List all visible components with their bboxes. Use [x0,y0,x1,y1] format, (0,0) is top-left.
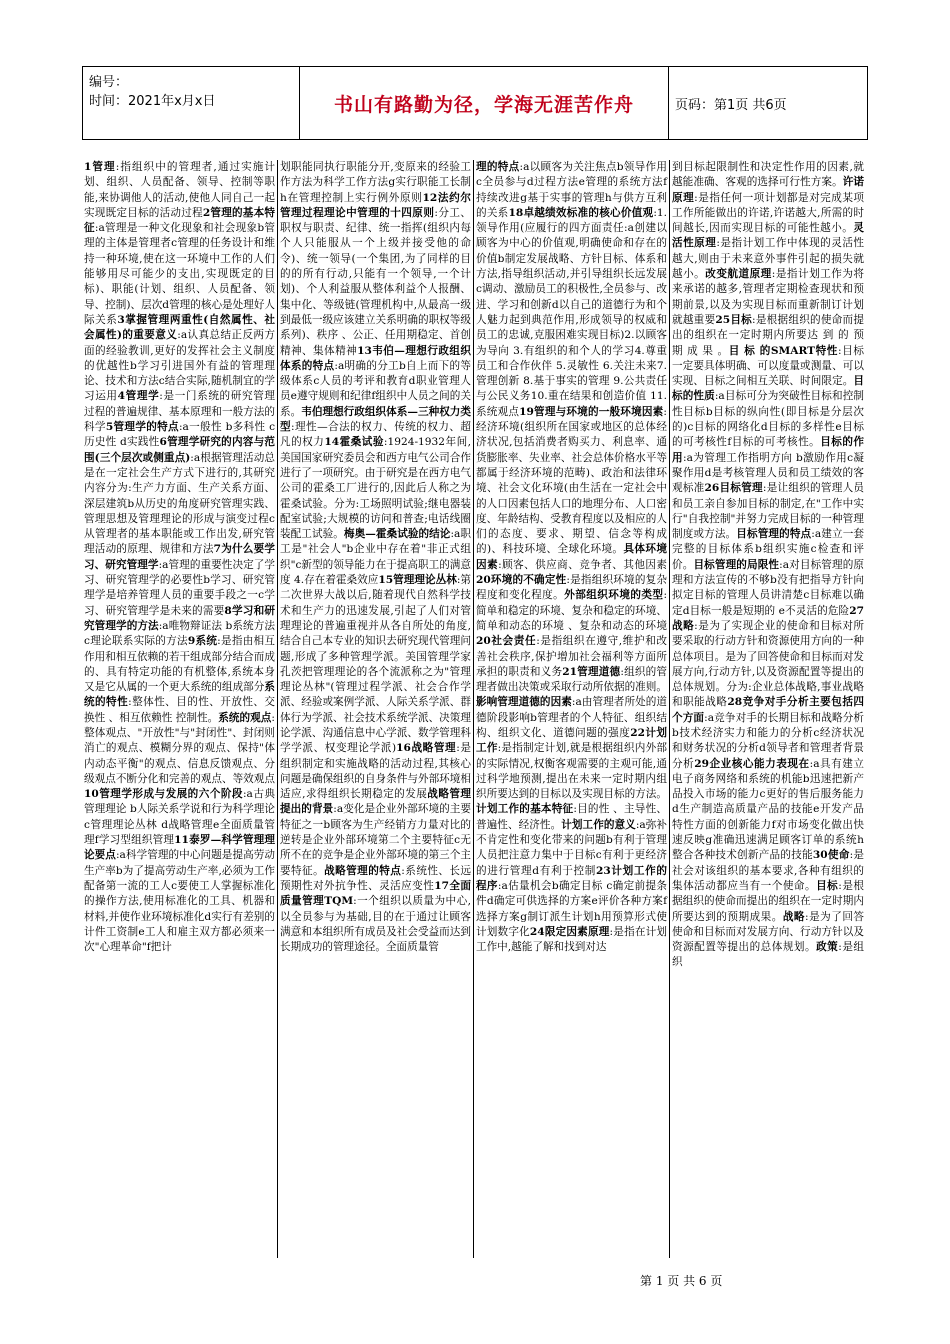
term-heading: 系统的特性 [84,681,275,709]
body-text: :组织的管理者做出决策或采取行动所依据的准则。 [476,665,668,694]
term-heading: 5管理学的特点 [105,421,179,434]
footer-page-info: 第 1 页 共 6 页 [640,1274,723,1288]
term-heading: 韦伯理想行政组织体系—三种权力类型 [280,405,472,434]
term-heading: 2管理的基本特征 [84,206,276,235]
body-text: 到目标起限制性和决定性作用的因素,就越能准确、客观的选择可行性方案。 [672,161,864,189]
body-text: :目标一定要具体明确、可以度量或测量、可以实现、目标之间相互关联、时间限定。 [672,344,864,388]
body-text: :是指组织环境的复杂程度和变化程度。 [476,574,667,602]
body-text: :是一门系统的研究管理过程的普遍规律、基本原理和一般方法的科学 [84,390,276,434]
term-heading: 计划工作的基本特征 [476,803,574,816]
body-text: :是为了实现企业的使命和目标对所要采取的行动方针和资源使用方向的一种总体项目。是为了回答使命和目标而对发展方向,行动方针,以及资源配置等提出的总体规划。分为:企业总体战略,事业战略和职能战略 [672,619,864,709]
body-text: :整体观点、"开放性"与"封闭性"、封闭则消亡的观点、模糊分界的观点、保持"体内动态平衡"的观点、信息反馈观点、分级观点不断分化和完善的观点、等效观点 [84,711,275,785]
term-heading: 25目标 [715,313,753,326]
text-column-1 [82,160,278,1258]
body-text: :是指在计划工作中,越能了解和找到对达 [476,925,668,954]
term-heading: 外部组织环境的类型 [564,589,664,602]
term-heading: 理的特点 [476,161,520,173]
text-column-3 [474,160,670,1258]
term-heading: 4管理学 [117,390,160,403]
term-heading: 6管理学研究的内容与范围(三个层次或侧重点) [84,436,275,464]
term-heading: 战略 [782,910,806,923]
body-text: :a认真总结正反两方面的经验教训,更好的发挥社会主义制度的优越性b学习引进国外有益的管理理论、技术和方法c结合实际,随机制宜的学习运用 [84,329,276,403]
body-text: :整体性、目的性、开放性、交换性 、相互依赖性 控制性。 [84,696,275,724]
body-text: 全面质量管 [385,941,439,954]
body-text: :a以顾客为关注焦点b领导作用c全员参与d过程方法e管理的系统方法f持续改进g基于实事的管理h与供方互利的关系 [476,161,667,219]
body-text: :a科学管理的中心问题是提高劳动生产率b为了提高劳动生产率,必须为工作配备第一流的工人c要使工人掌握标准化的操作方法,使用标准化的工具、机器和材料,并使作业环境标准化d实行有差别的计件工资制e工人和雇主双方都必须来一次"心理革命"f把计 [84,849,276,954]
text-column-2 [278,160,474,1258]
body-text: :a竞争对手的长期目标和战略分析b技术经济实力和能力的分析c经济状况和财务状况的分析d领导者和管理者背景分析 [672,711,864,770]
body-text: :顾客、供应商、竞争者、其他因素 [498,558,668,571]
term-heading: 29企业核心能力表现在 [694,757,810,770]
body-text: :a管理的重要性决定了学习、研究管理学的必要性b学习、研究管理学是培养管理人员的重要手段之一c学习、研究管理学是未来的需要 [84,558,275,617]
term-heading: 23计划工作的程序 [476,864,667,892]
term-heading: 12法约尔管理过程理论中管理的十四原则 [280,191,471,219]
body-text: :a变化是企业外部环境的主要特征之一b顾客为生产经销方力量对比的逆转是企业外部环境第二个主要特征c无所不在的竞争是企业外部环境的第三个主要特征。 [280,803,472,877]
term-heading: 目 标 的SMART特性 [728,344,839,357]
body-text: :是根据组织的使命而提出的组织在一定时期内所要达 到 的 预 期 成 果 。 [672,313,864,357]
body-text: :一个组织以质量为中心,以全员参与为基础,目的在于通过让顾客满意和本组织所有成员及社会受益而达到长期成功的管理途径。 [280,895,472,954]
term-heading: 改变航道原理 [705,268,772,281]
term-heading: 17全面质量管理TQM [280,879,471,908]
body-text: :a为管理工作指明方向 b激励作用c凝聚作用d是考核管理人员和员工绩效的客观标准 [672,451,865,495]
body-text: :分工、职权与职责、纪律、统一指挥(组织内每个人只能服从一个上级并接受他的命令)、统一领导(一个集团,为了同样的目的的所有行动,只能有一个领导,一个计划)、个人利益服从整体利益个人报酬、集中化、等级链(管理机构中,从最高一级到最低一级应该建立关系明确的职权等级系列)、秩序 、公正、任用期稳定、首创精神、集体精神 [280,206,472,357]
term-heading: 影响管理道德的因素 [476,696,572,709]
body-text: :1924-1932年间,美国国家研究委员会和西方电气公司合作进行了一项研究。由于研究是在西方电气公司的霍桑工厂进行的,因此后人称之为霍桑试验。分为:工场照明试验;继电器装配室试验;大规模的访问和普查;电话线圈装配工试验。 [280,436,472,541]
term-heading: 18卓越绩效标准的核心价值观 [508,206,654,219]
term-heading: 许诺原理 [672,176,864,204]
body-text: :简单和稳定的环境、复杂和稳定的环境、简单和动态的环境 、复杂和动态的环境 [476,589,668,632]
term-heading: 19管理与环境的一般环境因素 [519,405,664,418]
term-heading: 28竞争对手分析主要包括四个方面 [672,696,864,724]
term-heading: 政策 [816,941,839,954]
body-text: :a职工是"社会人"b企业中存在着"非正式组织"c新型的领导能力在于提高职工的满意度 4.存在着霍桑效应 [280,528,472,587]
term-heading: 计划工作的意义 [561,818,636,831]
body-text: :是组织 [672,941,865,969]
body-text: :是根据组织的使命而提出的组织在一定时期内所要达到的预期成果。 [672,879,865,923]
body-text: :a目标可分为突破性目标和控制性目标b目标的纵向性(即目标是分层次的)c目标的网络化d目标的多样性e目标的可考核性f目标的可考核性。 [672,390,865,449]
term-heading: 9系统 [187,635,218,648]
body-text: :是组织制定和实施战略的活动过程,其核心问题是确保组织的自身条件与外部环境相适应,求得组织长期稳定的发展 [280,742,471,801]
term-heading: 1管理 [84,161,116,173]
term-heading: 目标的作用 [672,436,865,464]
term-heading: 目标管理的局限性 [693,558,780,571]
term-heading: 14霍桑试验 [324,436,384,449]
body-text: :a由管理者所处的道德阶段影响b管理者的个人特征、组织结构、组织文化、道德问题的强度 [476,696,668,739]
time-label: 时间：2021年x月x日 [89,94,216,109]
term-heading: 13韦伯—理想行政组织体系的特点 [280,344,471,372]
term-heading: 22计划工作 [476,726,667,755]
term-heading: 灵活性原理 [672,222,864,250]
header-motto: 书山有路勤为径，学海无涯苦作舟 [300,67,669,140]
text-column-4 [670,160,866,1258]
body-text: :a古典管理理论 b人际关系学说和行为科学理论c管理理论丛林 d战略管理e全面质量管理f学习型组织管理 [84,788,275,847]
header-table [82,66,868,140]
term-heading: 目标 [816,879,839,892]
body-text: :a建立一套完整的目标体系b组织实施c检查和评价。 [672,528,865,571]
header-meta [83,67,300,140]
term-heading: 战略管理的特点 [324,864,402,877]
term-heading: 8学习和研究管理学的方法 [84,604,275,632]
body-text: :系统性、长远预期性对外抗争性、灵活应变性 [280,864,472,892]
body-text: :是指计划工作为将来承诺的越多,管理者定期检查现状和预期前景,以及为实现目标而重新制订计划就越重要 [672,268,865,326]
body-text: :是指组织在遵守,维护和改善社会秩序,保护增加社会福利等方面所承担的职责和义务 [476,635,668,678]
body-text: :1.领导作用(应履行的四方面责任:a创建以顾客为中心的价值观,明确使命和存在的价值b制定发展战略、方针目标、体系和方法,指导组织活动,并引导组织长远发展c调动、激励员工的积极性,全员参与、改进、学习和创新d以自己的道德行为和个人魅力起到典范作用,形成领导的权威和员工的忠诚,克服困难实现目标)2.以顾客为导向 3.有组织的和个人的学习4.尊重员工和合作伙伴 5.灵敏性 6.关注未来7.管理创新 8.基于事实的管理 9.公共责任与公民义务10.重在结果和创造价值 11.系统观点 [476,206,667,418]
term-heading: 21管理道德 [562,665,621,678]
body-text: :a估量机会b确定目标 c确定前提条件d确定可供选择的方案e评价各种方案f选择方案g制订派生计划h用预算形式使计划数字化 [476,879,668,938]
term-heading: 梅奥—霍桑试验的结论 [343,528,451,541]
term-heading: 战略管理提出的背景 [280,788,472,816]
serial-label: 编号： [89,75,129,90]
body-text: :a具有建立电子商务网络和系统的机能b迅速把新产品投入市场的能力c更好的售后服务能力d生产制造高质量产品的技能e开发产品特性方面的创新能力f对市场变化做出快速反映g准确迅速满足顾客订单的系统h整合各种技术创新产品的技能 [672,757,864,862]
body-text: :是社会对该组织的基本要求,各种有组织的集体活动都应当有一个使命。 [672,849,865,892]
body-text: :目的性 、主导性、普遍性、经济性。 [476,803,667,831]
term-heading: 24限定因素原理 [529,925,610,938]
body-text: :a对目标管理的原理和方法宣传的不够b没有把指导方针向拟定目标的管理人员讲清楚c目标难以确定d目标一般是短期的 e不灵活的危险 [672,558,865,617]
body-text: :是指由相互作用和相互依赖的若干组成部分结合而成的、具有特定功能的有机整体,系统本身又是它从属的一个更大系统的组成部分 [84,635,275,694]
body-text: :理性—合法的权力、传统的权力、超凡的权力 [280,421,471,449]
term-heading: 15管理理论丛林 [378,574,457,587]
term-heading: 目标管理的特点 [736,528,812,541]
body-text: :是指计划工作中体现的灵活性越大,则由于未来意外事件引起的损失就越小。 [672,237,864,281]
body-text: :指组织中的管理者,通过实施计划、组织、人员配备、领导、控制等职能,来协调他人的活动,使他人同自己一起实现既定目标的活动过程 [84,161,276,219]
term-heading: 7为什么要学习、研究管理学 [84,543,276,571]
term-heading: 20社会责任 [476,635,537,648]
body-text: :第二次世界大战以后,随着现代自然科学技术和生产力的迅速发展,引起了人们对管理理论的普遍重视并从各自所处的角度,结合自己本专业的知识去研究现代管理问题,形成了多种管理学派。美国管理学家孔茨把管理理论的各个流派称之为"管理理论丛林"(管理过程学派、社会合作学派、经验或案例学派、人际关系学派、群体行为学派、社会技术系统学派、决策理论学派、沟通信息中心学派、数学管理科学学派、权变理论学派) [280,574,471,755]
body-columns [82,160,868,1258]
term-heading: 系统的观点 [218,711,272,724]
term-heading: 27战略 [672,604,864,632]
term-heading: 26目标管理 [704,482,763,495]
body-text: :a唯物辩证法 b系统方法c理论联系实际的方法 [84,619,275,648]
body-text: :是为了回答使命和目标而对发展方向、行动方针以及资源配置等提出的总体规划。 [672,910,865,954]
term-heading: 具体环境因素 [476,543,668,571]
body-text: :a弥补不肯定性和变化带来的问题b有利于管理人员把注意力集中于目标c有利于更经济的进行管理d有利于控制 [476,818,668,877]
body-text: :经济环境(组织所在国家或地区的总体经济状况,包括消费者购买力、利息率、通货膨胀率、失业率、社会总体价格水平等都属于经济环境的范畴)、政治和法律环境、社会文化环境(由生活在一定社会中的人口因素包括人口的地理分布、人口密度、年龄结构、受教育程度以及相应的人们的态度、要求、期望、信念等构成的)、科技环境、全球化环境。 [476,405,667,556]
body-text: 划职能同执行职能分开,变原来的经验工作方法为科学工作方法g实行职能工长制h在管理控制上实行例外原则 [280,161,471,204]
body-text: :a一般性 b多科性 c历史性 d实践性 [84,421,276,449]
body-text: :是指任何一项计划都是对完成某项工作所能做出的许诺,许诺越大,所需的时间越长,因而实现目标的可能性越小。 [672,191,864,235]
body-text: :a根据管理活动总是在一定社会生产方式下进行的,其研究内容分为:生产力方面、生产关系方面、深层建筑b从历史的角度研究管理实践、管理思想及管理理论的形成与演变过程c从管理者的基本职能或工作出发,研究管理活动的原理、规律和方法 [84,451,275,556]
term-heading: 目标的性质 [672,375,864,403]
body-text: :a管理是一种文化现象和社会现象b管理的主体是管理者c管理的任务设计和维持一种环境,使在这一环境中工作的人们能够用尽可能少的支出,实现既定的目标)、职能(计划、组织、人员配备、领导、控制)、层次d管理的核心是处理好人际关系 [84,222,276,326]
header-page-label: 页码：第1页 共6页 [669,67,868,140]
term-heading: 3掌握管理两重性(自然属性、社会属性)的重要意义 [84,313,275,342]
term-heading: 11泰罗—科学管理理论要点 [84,834,275,862]
body-text: :a明确的分工b自上而下的等级体系c人员的考评和教育d职业管理人员e遵守规则和纪律f组织中人员之间的关系。 [280,359,471,418]
body-text: :是让组织的管理人员和员工亲自参加目标的制定,在"工作中实行"自我控制"并努力完成目标的一种管理制度或方法。 [672,482,865,541]
term-heading: 30使命 [812,849,850,862]
term-heading: 16战略管理 [396,742,457,755]
body-text: :是指制定计划,就是根据组织内外部的实际情况,权衡客观需要的主观可能,通过科学地预测,提出在未来一定时期内组织所要达到的目标以及实现目标的方法。 [476,742,668,801]
term-heading: 20环境的不确定性 [476,574,567,587]
term-heading: 10管理学形成与发展的六个阶段 [84,788,243,801]
